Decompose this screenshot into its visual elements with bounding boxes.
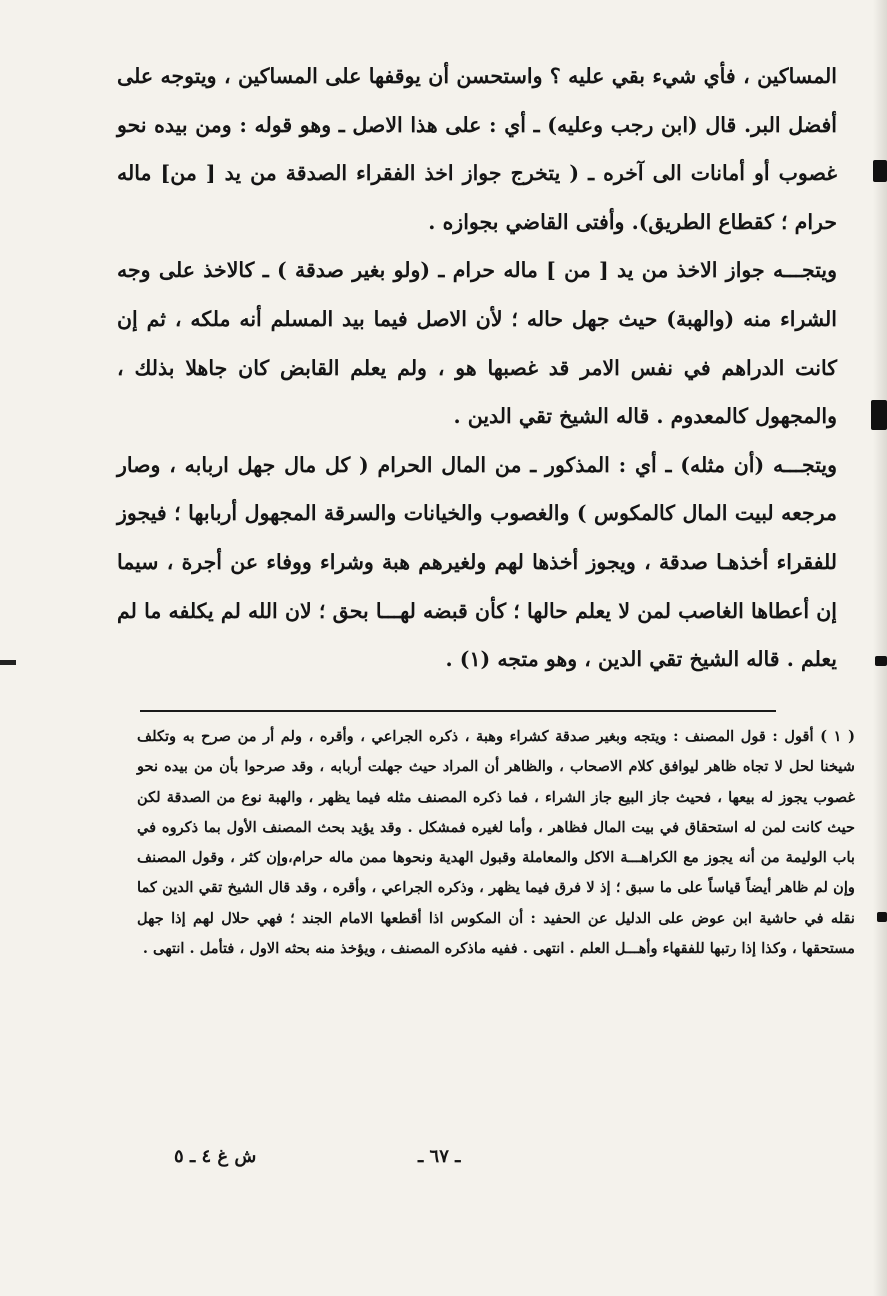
footnotes-section	[137, 722, 855, 964]
footnote-paragraph: ( ١ ) أقول : قول المصنف : ويتجه وبغير صدقة كشراء وهبة ، ذكره الجراعي ، وأقره ، ولم أر من صرح به وتكلف شيخنا لحل لا تجاه ظاهر ليوافق كلام الاصحاب ، والظاهر أن المراد حيث جهلت أربابه ، وقد صرحوا بأن من بيده نحو غصوب يجوز له بيعها ، فحيث جاز البيع جاز الشراء ، فما ذكره المصنف مثله فيما يظهر ، والهبة نوع من الصدقة لكن حيث كانت لمن له استحقاق في بيت المال فظاهر ، وأما لغيره فمشكل . وقد يؤيد بحث المصنف الأول بما ذكروه في باب الوليمة من أنه يجوز مع الكراهـــة الاكل والمعاملة وقبول الهدية ونحوها ممن ماله حرام،وإن كثر ، وقول المصنف وإن لم ظاهر أيضاً قياساً على ما سبق ؛ إذ لا فرق فيما يظهر ، وذكره الجراعي ، وأقره ، وقد قال الشيخ تقي الدين كما نقله في حاشية ابن عوض على الدليل عن الحفيد : أن المكوس اذا أقطعها الامام الجند ؛ فهي حلال لهم إذا جهل مستحقها ، وكذا إذا رتبها للفقهاء وأهـــل العلم . انتهى . ففيه ماذكره المصنف ، ويؤخذ منه بحثه الاول ، فتأمل . انتهى .	[137, 728, 855, 958]
main-paragraph: ويتجـــه جواز الاخذ من يد [ من ] ماله حرام ـ (ولو بغير صدقة ) ـ كالاخذ على وجه الشراء منه (والهبة) حيث جهل حاله ؛ لأن الاصل فيما بيد المسلم أنه ملكه ، ثم إن كانت الدراهم في نفس الامر قد غصبها هو ، ولم يعلم القابض كان جاهلا بذلك ، والمجهول كالمعدوم . قاله الشيخ تقي الدين .	[117, 258, 837, 429]
main-paragraph: المساكين ، فأي شيء بقي عليه ؟ واستحسن أن يوقفها على المساكين ، ويتوجه على أفضل البر. قال (ابن رجب وعليه) ـ أي : على هذا الاصل ـ وهو قوله : ومن بيده نحو غصوب أو أمانات الى آخره ـ ( يتخرج جواز اخذ الفقراء الصدقة من يد [ من] ماله حرام ؛ كقطاع الطريق). وأفتى القاضي بجوازه .	[117, 64, 837, 234]
page-number: ـ ٦٧ ـ	[418, 1146, 461, 1167]
scan-edge-mark	[871, 400, 887, 430]
scan-edge-mark	[875, 656, 887, 666]
scan-edge-mark-left	[0, 660, 16, 665]
printer-signature: ش غ ٤ ـ ٥	[174, 1146, 257, 1167]
main-paragraph: ويتجـــه (أن مثله) ـ أي : المذكور ـ من المال الحرام ( كل مال جهل اربابه ، وصار مرجعه لبيت المال كالمكوس ) والغصوب والخيانات والسرقة المجهول أربابها ؛ فيجوز للفقراء أخذهـا صدقة ، ويجوز أخذها لهم ولغيرهم هبة وشراء ووفاء عن أجرة ، سيما إن أعطاها الغاصب لمن لا يعلم حالها ؛ كأن قبضه لهـــا بحق ؛ لان الله لم يكلفه ما لم يعلم . قاله الشيخ تقي الدين ، وهو متجه (١) .	[117, 452, 837, 672]
main-text-body	[117, 52, 837, 684]
page-footer	[140, 1146, 776, 1176]
scan-edge-mark	[873, 160, 887, 182]
paper-edge-shadow	[873, 0, 887, 1296]
scan-edge-mark	[877, 912, 887, 922]
footnote-divider	[140, 710, 776, 712]
